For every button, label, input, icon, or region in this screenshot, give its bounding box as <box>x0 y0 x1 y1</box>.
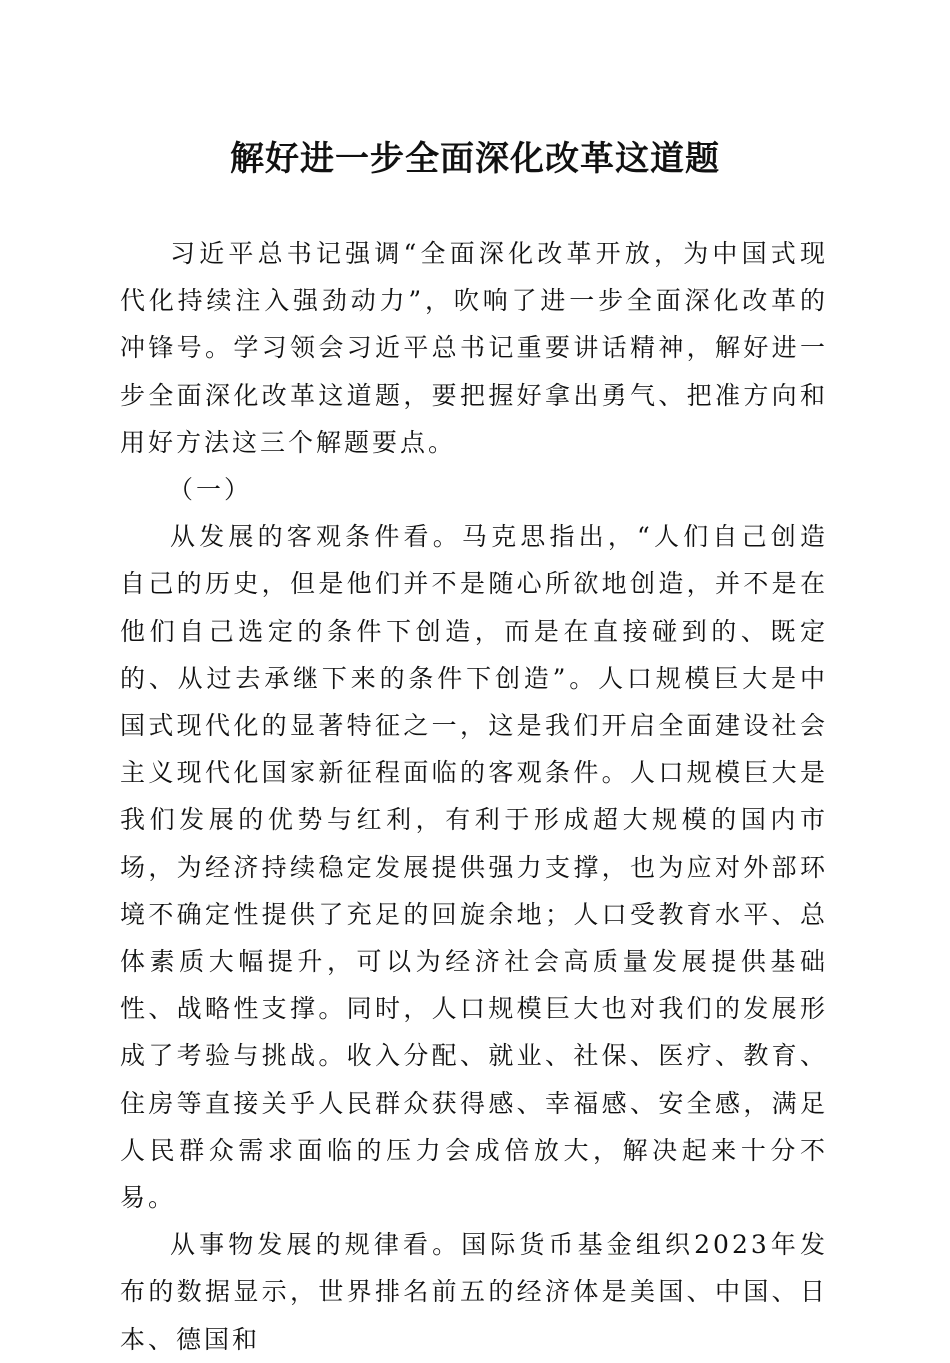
body-paragraph: 从发展的客观条件看。马克思指出，“人们自己创造自己的历史，但是他们并不是随心所欲地创造，并不是在他们自己选定的条件下创造，而是在直接碰到的、既定的、从过去承继下来的条件下创造”。人口规模巨大是中国式现代化的显著特征之一，这是我们开启全面建设社会主义现代化国家新征程面临的客观条件。人口规模巨大是我们发展的优势与红利，有利于形成超大规模的国内市场，为经济持续稳定发展提供强力支撑，也为应对外部环境不确定性提供了充足的回旋余地；人口受教育水平、总体素质大幅提升，可以为经济社会高质量发展提供基础性、战略性支撑。同时，人口规模巨大也对我们的发展形成了考验与挑战。收入分配、就业、社保、医疗、教育、住房等直接关乎人民群众获得感、幸福感、安全感，满足人民群众需求面临的压力会成倍放大，解决起来十分不易。 <box>120 522 828 1213</box>
section-heading: （一） <box>168 475 253 505</box>
document-title: 解好进一步全面深化改革这道题 <box>230 139 720 179</box>
body-paragraph: 从事物发展的规律看。国际货币基金组织2023年发布的数据显示，世界排名前五的经济体是美国、中国、日本、德国和 <box>120 1230 828 1354</box>
intro-paragraph: 习近平总书记强调“全面深化改革开放，为中国式现代化持续注入强劲动力”，吹响了进一步全面深化改革的冲锋号。学习领会习近平总书记重要讲话精神，解好进一步全面深化改革这道题，要把握好拿出勇气、把准方向和用好方法这三个解题要点。 <box>120 239 828 457</box>
document-body <box>120 230 828 1363</box>
